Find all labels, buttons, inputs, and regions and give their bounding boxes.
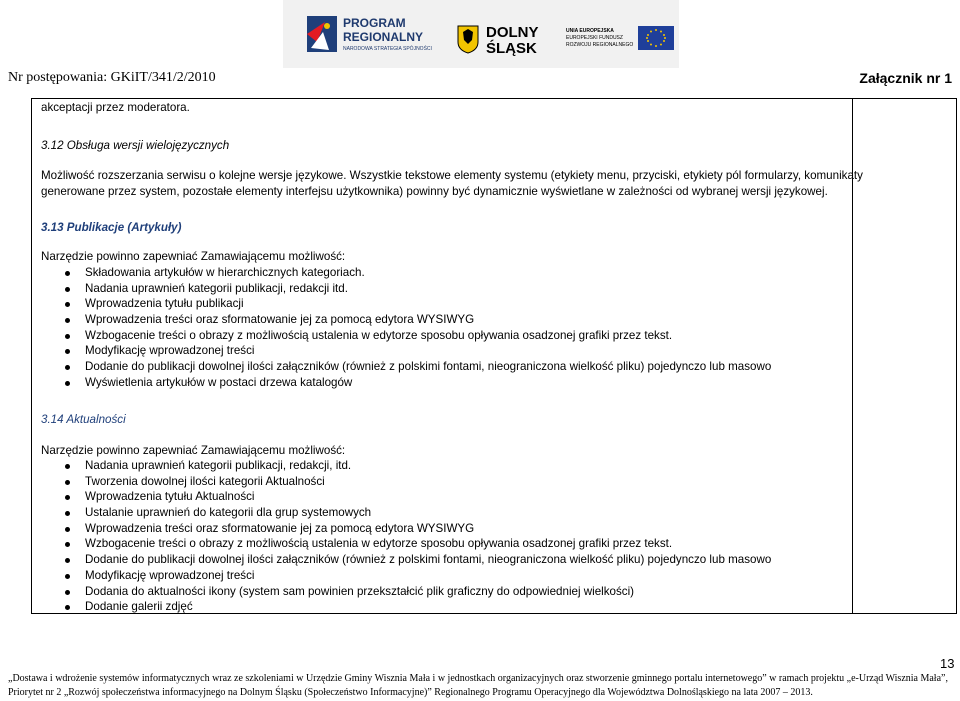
ue-line2: EUROPEJSKI FUNDUSZ <box>566 35 623 41</box>
eagle-crest-icon <box>456 24 480 54</box>
bullet-icon <box>65 381 70 386</box>
program-regionalny-icon <box>307 14 341 54</box>
dolny-slask-logo <box>456 14 556 58</box>
section-3-14-intro: Narzędzie powinno zapewniać Zamawiającemu możliwość: <box>41 444 346 457</box>
section-3-13-intro: Narzędzie powinno zapewniać Zamawiającemu możliwość: <box>41 250 346 263</box>
section-3-13-heading: 3.13 Publikacje (Artykuły) <box>41 221 182 234</box>
bullet-icon <box>65 334 70 339</box>
program-regionalny-logo <box>307 14 437 58</box>
program-line3: NARODOWA STRATEGIA SPÓJNOŚCI <box>343 46 432 52</box>
bullet-icon <box>65 590 70 595</box>
bullet-icon <box>65 271 70 276</box>
eu-flag-icon <box>638 26 674 50</box>
dolny-line1: DOLNY <box>486 24 539 41</box>
program-line1: PROGRAM <box>343 16 406 30</box>
dolny-line2: ŚLĄSK <box>486 40 537 57</box>
section-3-12-paragraph-1: Możliwość rozszerzania serwisu o kolejne wersje językowe. Wszystkie tekstowe elementy systemu (etykiety menu, przyciski, etykiety pól formularzy, komunikaty <box>41 169 863 182</box>
ue-line1: UNIA EUROPEJSKA <box>566 28 614 34</box>
section-3-14-heading: 3.14 Aktualności <box>41 413 126 426</box>
bullet-icon <box>65 287 70 292</box>
program-line2: REGIONALNY <box>343 30 424 44</box>
bullet-icon <box>65 527 70 532</box>
section-3-12-paragraph-2: generowane przez system, pozostałe elementy interfejsu użytkownika) powinny być dynamicznie wyświetlane w zależności od wybranej wersji językowej. <box>41 185 828 198</box>
section-3-12-heading: 3.12 Obsługa wersji wielojęzycznych <box>41 139 230 152</box>
footer-line-1: „Dostawa i wdrożenie systemów informatycznych wraz ze szkoleniami w Urzędzie Gminy Wisznia Mała i w jednostkach organizacyjnych oraz stworzenie gminnego portalu internetowego” w ramach projektu „e-Urząd Wisznia Mała”, <box>8 673 948 684</box>
ue-line3: ROZWOJU REGIONALNEGO <box>566 42 634 48</box>
bullet-icon <box>65 480 70 485</box>
text-line-top: akceptacji przez moderatora. <box>41 101 190 114</box>
eu-logo <box>566 14 676 58</box>
bullet-icon <box>65 464 70 469</box>
bullet-icon <box>65 574 70 579</box>
page-number: 13 <box>940 656 955 671</box>
footer-line-2: Priorytet nr 2 „Rozwój społeczeństwa informacyjnego na Dolnym Śląsku (Społeczeństwo Informacyjne)” Regionalnego Programu Operacyjnego dla Województwa Dolnośląskiego na lata 2007 – 2013. <box>8 687 813 698</box>
procedure-number: Nr postępowania: GKiIT/341/2/2010 <box>8 70 216 85</box>
attachment-label: Załącznik nr 1 <box>859 70 952 86</box>
